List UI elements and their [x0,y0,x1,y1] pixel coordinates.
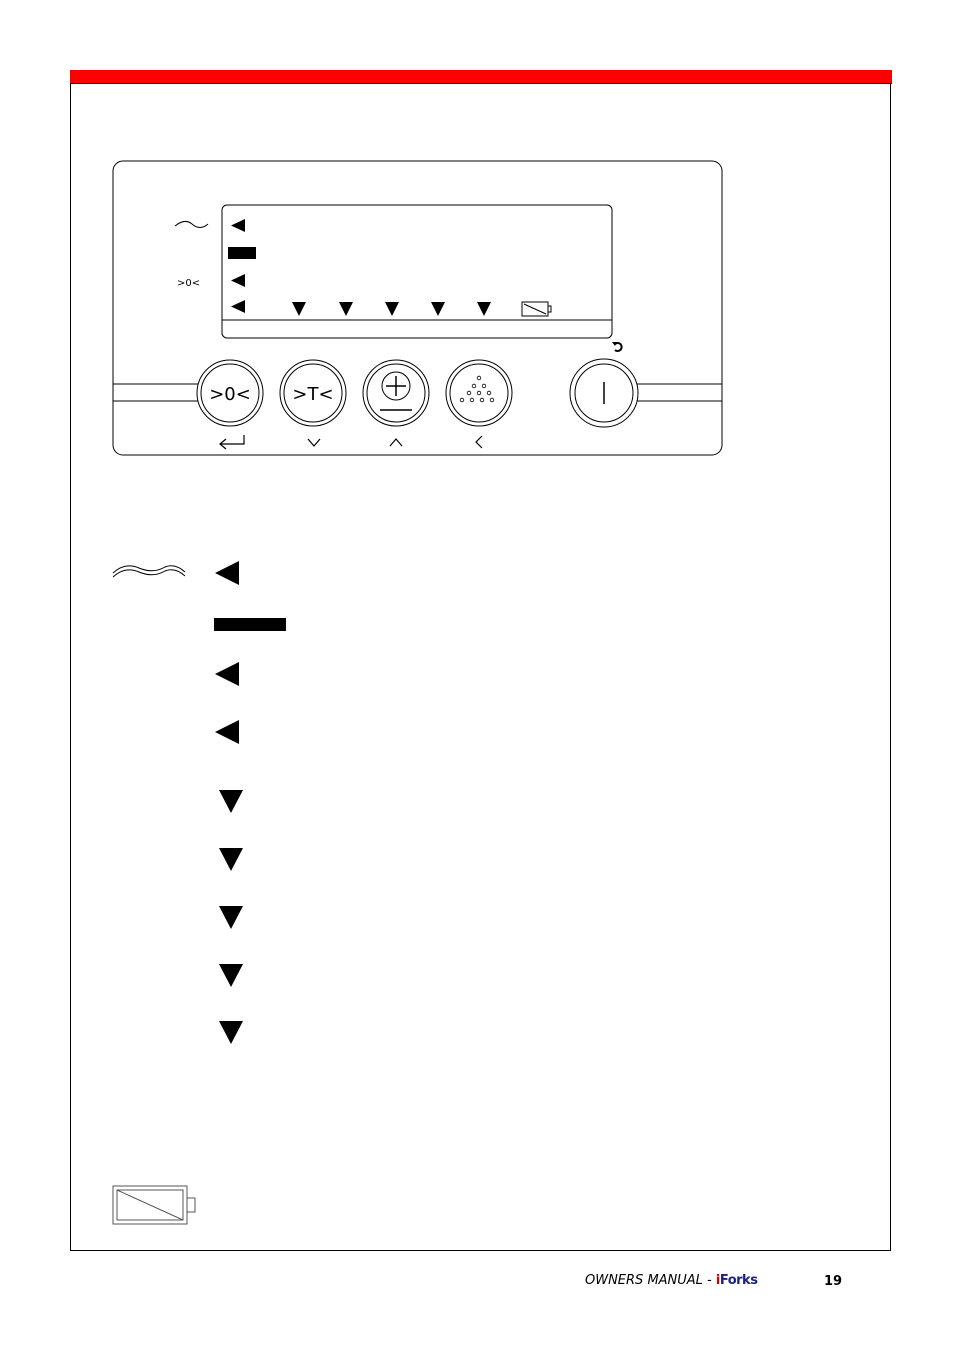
svg-text:>0<: >0< [177,278,201,289]
down-arrow-icon [219,906,243,929]
down-arrow-icon [219,1021,243,1044]
manual-label: OWNERS MANUAL - [585,1273,716,1288]
down-arrow-icon [219,964,243,987]
svg-text:>T<: >T< [292,384,334,405]
svg-text:>0<: >0< [209,384,251,405]
left-arrow-icon [215,662,239,686]
brand-i: i [715,1273,720,1288]
left-arrow-icon [215,720,239,744]
page-number: 19 [824,1274,843,1289]
motion-icon [113,566,185,573]
down-arrow-icon [219,790,243,813]
left-arrow-icon [215,561,239,585]
down-arrow-icon [219,848,243,871]
zero-bar-icon [214,618,286,631]
brand-rest: Forks [719,1273,758,1288]
brand-logo [716,1273,758,1288]
footer-manual-label [585,1273,757,1288]
battery-low-icon [113,1186,195,1224]
